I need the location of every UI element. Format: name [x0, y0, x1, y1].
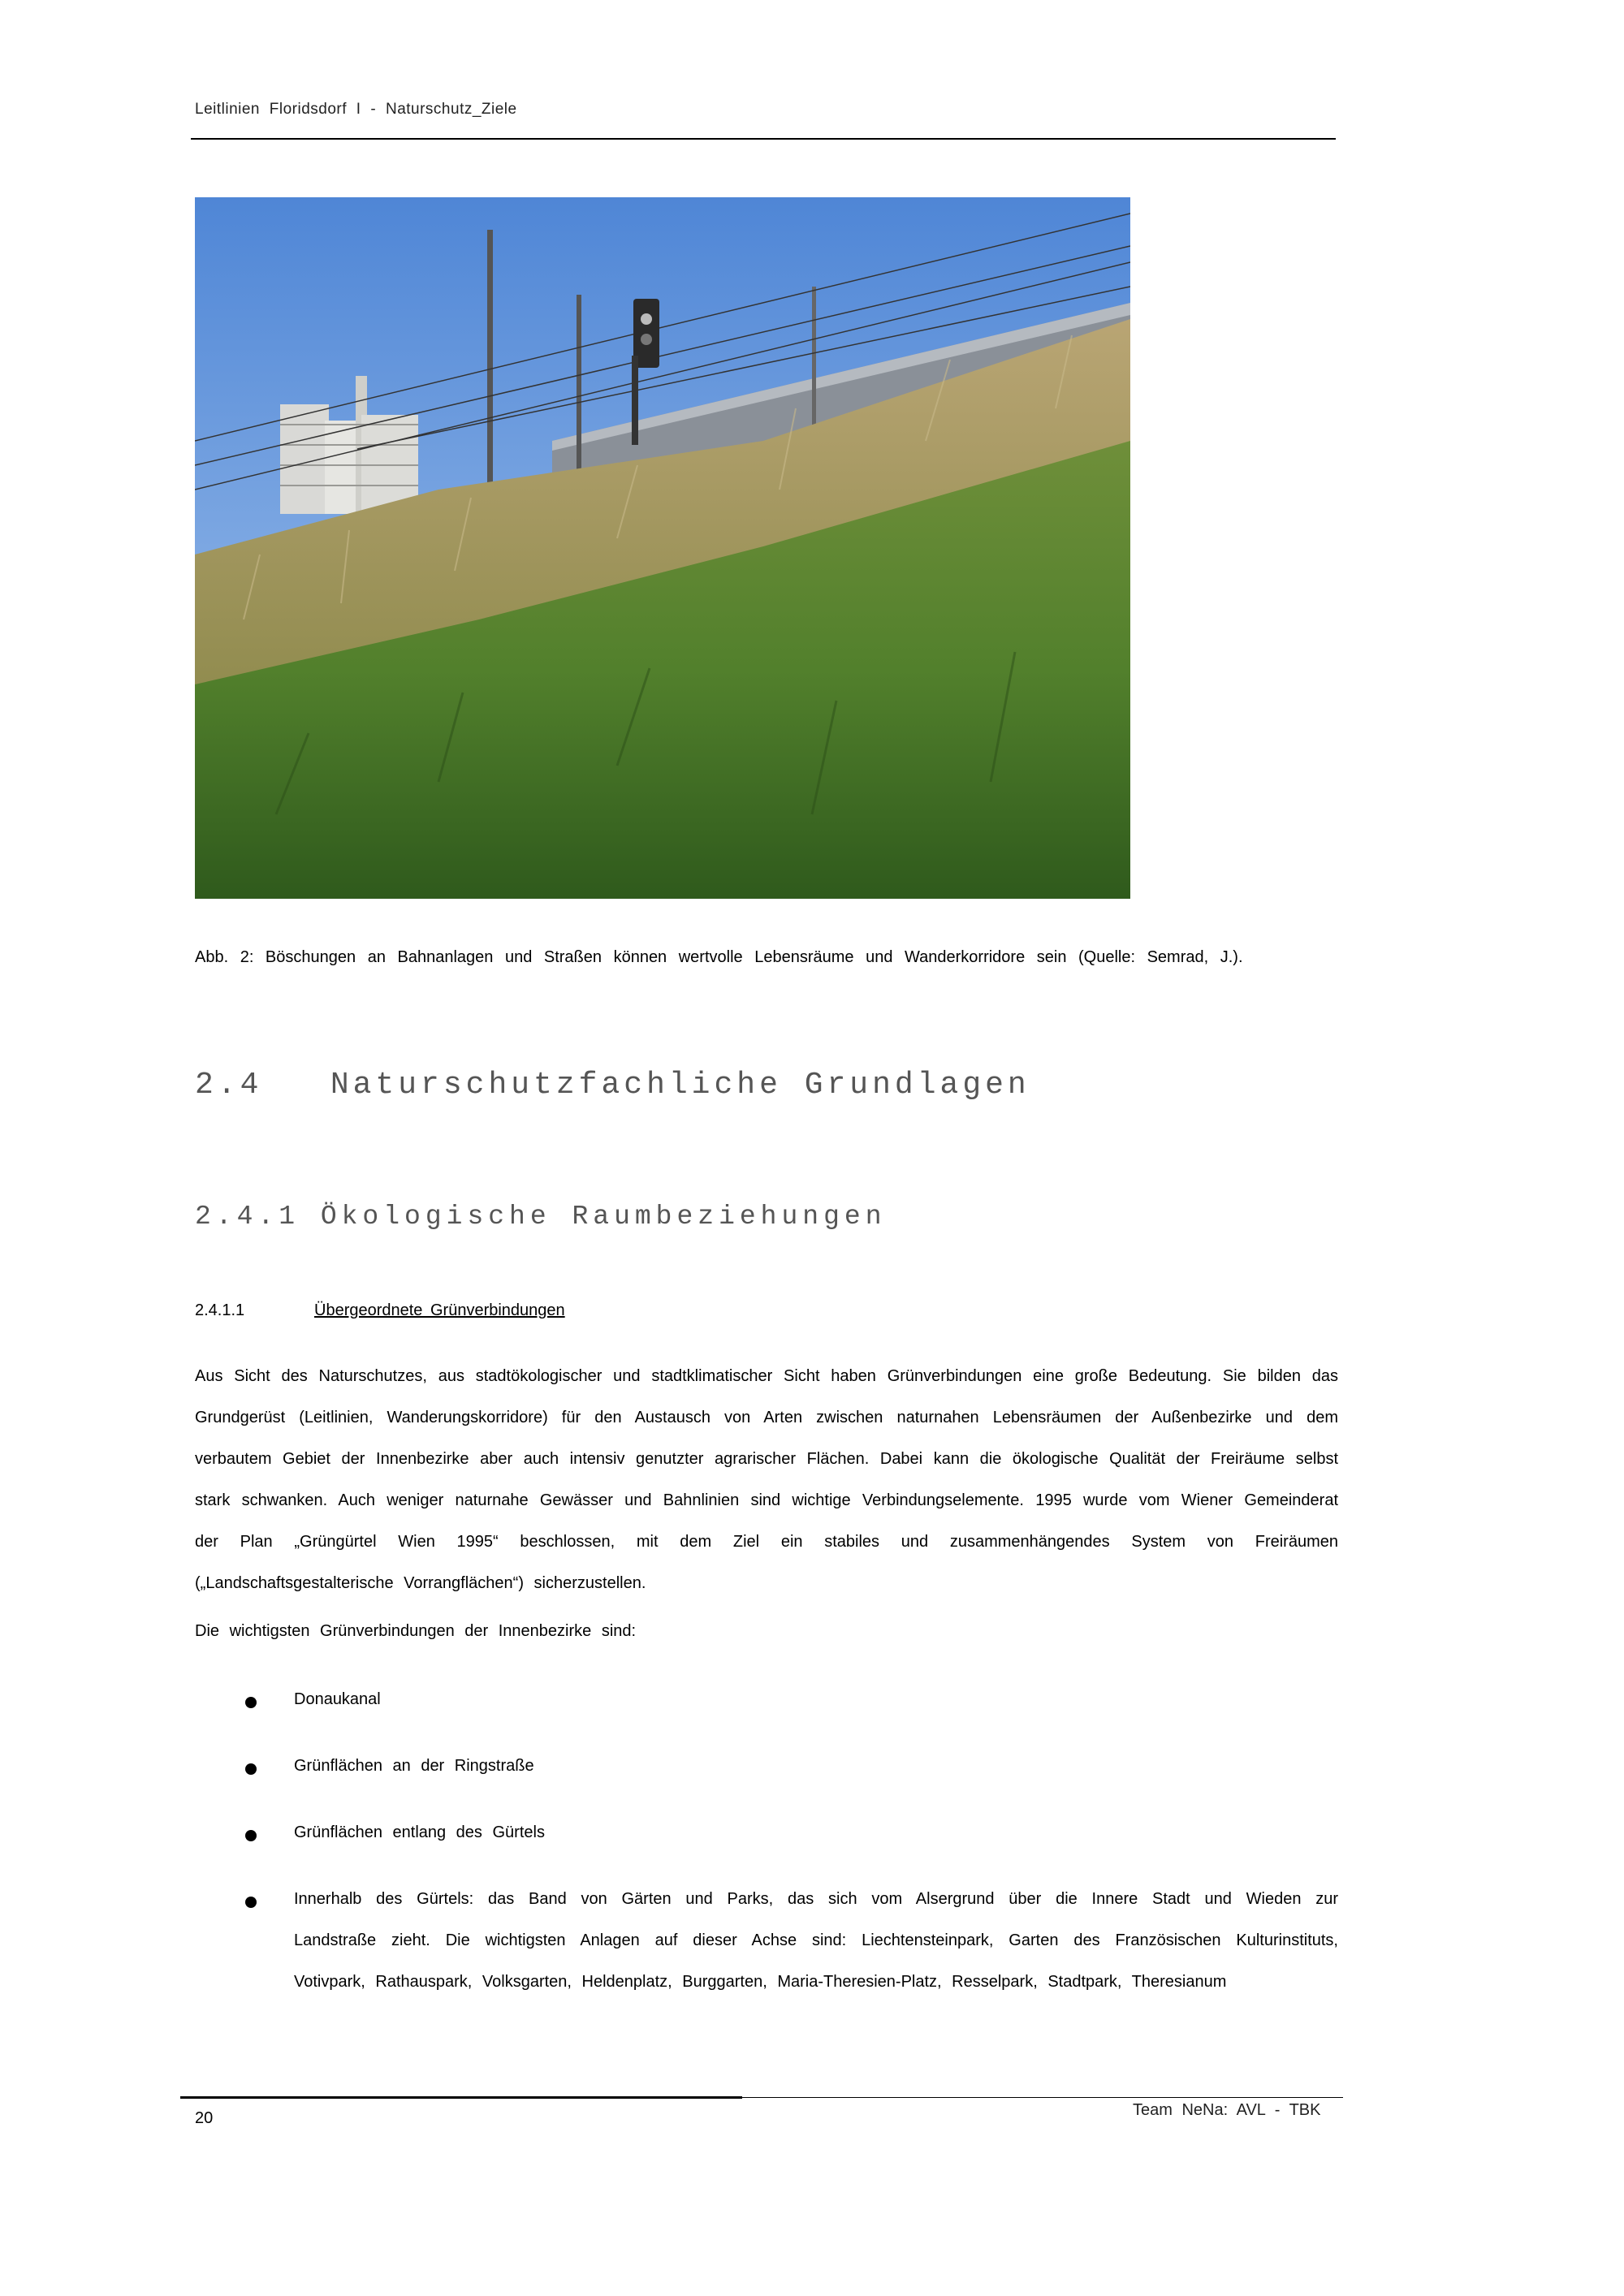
- footer-team: Team NeNa: AVL - TBK: [1133, 2101, 1321, 2119]
- list-item-text: Grünflächen an der Ringstraße: [294, 1757, 534, 1775]
- page-number: 20: [195, 2109, 214, 2127]
- running-header: Leitlinien Floridsdorf I - Naturschutz_Ziele: [195, 101, 517, 118]
- subsection-heading: 2.4.1 Ökologische Raumbeziehungen: [195, 1202, 887, 1232]
- section-heading: 2.4 Naturschutzfachliche Grundlagen: [195, 1068, 1030, 1103]
- body-paragraph: Aus Sicht des Naturschutzes, aus stadtökologischer und stadtklimatischer Sicht haben Grünverbindungen eine große Bedeutung. Sie bilden das Grundgerüst (Leitlinien, Wanderungskorridore) für den Austausch von Arten zwischen naturnahen Lebensräumen der Außenbezirke und dem verbautem Gebiet der Innenbezirke aber auch intensiv genutzter agrarischer Flächen. Dabei kann die ökologische Qualität der Freiräume selbst stark schwanken. Auch weniger naturnahe Gewässer und Bahnlinien sind wichtige Verbindungselemente. 1995 wurde vom Wiener Gemeinderat der Plan „Grüngürtel Wien 1995“ beschlossen, mit dem Ziel ein stabiles und zusammenhängendes System von Freiräumen („Landschaftsgestalterische Vorrangflächen“) sicherzustellen.: [195, 1367, 1338, 1592]
- header-divider: [191, 138, 1336, 140]
- list-item-text: Grünflächen entlang des Gürtels: [294, 1823, 545, 1841]
- bullet-icon: [245, 1897, 257, 1908]
- list-item-text: Donaukanal: [294, 1690, 381, 1708]
- footer-divider-thick: [180, 2096, 742, 2099]
- figure-caption: Abb. 2: Böschungen an Bahnanlagen und Straßen können wertvolle Lebensräume und Wanderkorridore sein (Quelle: Semrad, J.).: [195, 948, 1243, 966]
- bullet-icon: [245, 1830, 257, 1841]
- subsubsection-title: Übergeordnete Grünverbindungen: [314, 1301, 565, 1319]
- list-intro: Die wichtigsten Grünverbindungen der Innenbezirke sind:: [195, 1622, 637, 1640]
- embankment-photo: [195, 197, 1130, 899]
- footer-divider-thin: [742, 2097, 1343, 2098]
- subsubsection-number: 2.4.1.1: [195, 1301, 245, 1319]
- bullet-icon: [245, 1763, 257, 1775]
- bullet-icon: [245, 1697, 257, 1708]
- list-item-text: Innerhalb des Gürtels: das Band von Gärten und Parks, das sich vom Alsergrund über die Innere Stadt und Wieden zur Landstraße zieht. Die wichtigsten Anlagen auf dieser Achse sind: Liechtensteinpark, Garten des Französischen Kulturinstituts, Votivpark, Rathauspark, Volksgarten, Heldenplatz, Burggarten, Maria-Theresien-Platz, Resselpark, Stadtpark, Theresianum: [294, 1890, 1338, 1991]
